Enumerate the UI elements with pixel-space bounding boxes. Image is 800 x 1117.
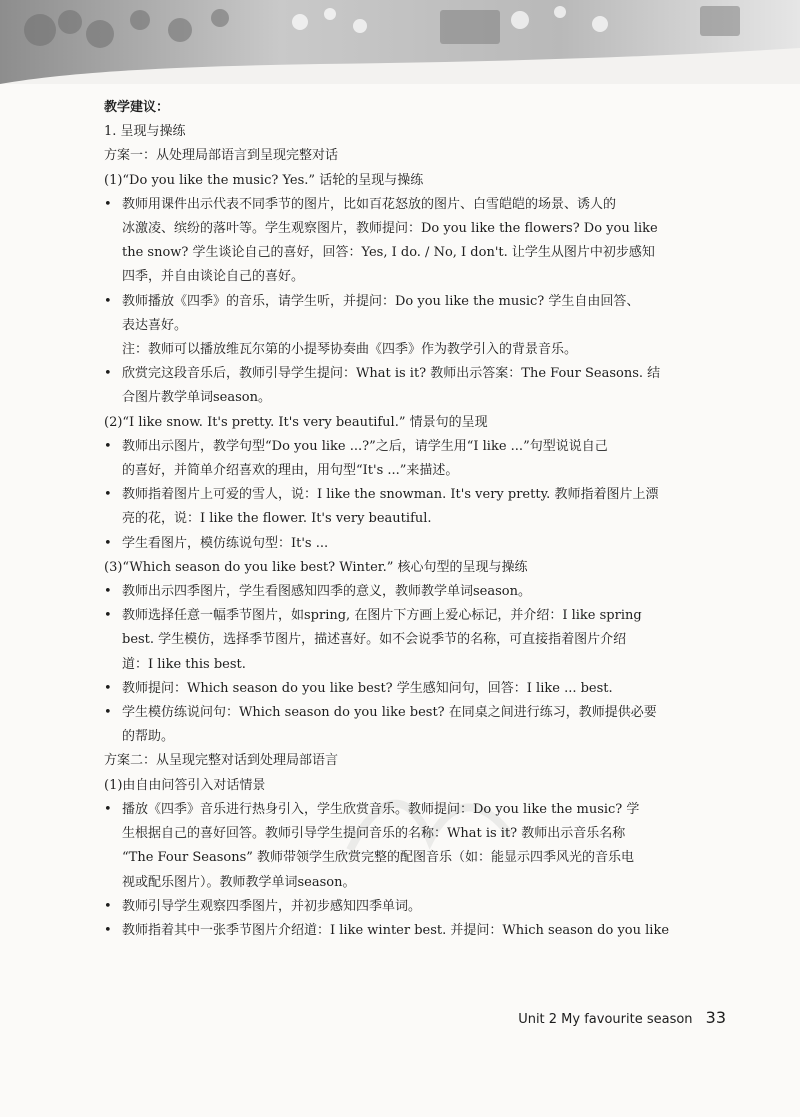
- header-banner: [0, 0, 800, 84]
- text-line: 1. 呈现与操练: [104, 124, 186, 140]
- bullet-item: • 教师提问：Which season do you like best? 学生感知问句，回答：I like ... best.: [104, 677, 720, 701]
- text-line: 方案一：从处理局部语言到呈现完整对话: [104, 148, 339, 164]
- bullet-item: • 教师出示图片，教学句型“Do you like ...?”之后，请学生用“I like ...”句型说说自己: [104, 435, 720, 459]
- text-line: 方案二：从呈现完整对话到处理局部语言: [104, 753, 339, 769]
- seasons-banner-illustration: [0, 0, 800, 84]
- continuation-line: 的帮助。: [122, 729, 175, 745]
- unit-title: Unit 2 My favourite season: [518, 1012, 693, 1027]
- continuation-line: 表达喜好。: [122, 317, 188, 333]
- section-heading: 教学建议：: [104, 100, 170, 115]
- bullet-item: • 教师播放《四季》的音乐，请学生听，并提问：Do you like the music? 学生自由回答、: [104, 290, 720, 314]
- continuation-line: 视或配乐图片）。教师教学单词season。: [122, 874, 356, 890]
- text-line: (3)“Which season do you like best? Winter.” 核心句型的呈现与操练: [104, 559, 528, 575]
- continuation-line: 生根据自己的喜好回答。教师引导学生提问音乐的名称：What is it? 教师出示音乐名称: [122, 826, 626, 842]
- bullet-item: • 播放《四季》音乐进行热身引入，学生欣赏音乐。教师提问：Do you like the music? 学: [104, 798, 720, 822]
- continuation-line: 注：教师可以播放维瓦尔第的小提琴协奏曲《四季》作为教学引入的背景音乐。: [122, 342, 578, 358]
- continuation-line: 四季，并自由谈论自己的喜好。: [122, 269, 305, 285]
- page-number: 33: [705, 1008, 726, 1027]
- continuation-line: 冰激凌、缤纷的落叶等。学生观察图片，教师提问：Do you like the flowers? Do you like: [122, 221, 658, 237]
- bullet-item: • 教师选择任意一幅季节图片，如spring, 在图片下方画上爱心标记，并介绍：I like spring: [104, 604, 720, 628]
- continuation-line: best. 学生模仿，选择季节图片，描述喜好。如不会说季节的名称，可直接指着图片介绍: [122, 632, 627, 648]
- continuation-line: 道：I like this best.: [122, 656, 246, 672]
- text-line: (1)由自由问答引入对话情景: [104, 777, 266, 793]
- continuation-line: the snow? 学生谈论自己的喜好，回答：Yes, I do. / No, I don't. 让学生从图片中初步感知: [122, 245, 655, 261]
- continuation-line: 的喜好，并简单介绍喜欢的理由，用句型“It's ...”来描述。: [122, 463, 459, 479]
- bullet-item: • 学生看图片，模仿练说句型：It's ...: [104, 532, 720, 556]
- bullet-item: • 教师指着其中一张季节图片介绍道：I like winter best. 并提问：Which season do you like: [104, 919, 720, 943]
- bullet-item: • 教师指着图片上可爱的雪人，说：I like the snowman. It's very pretty. 教师指着图片上漂: [104, 483, 720, 507]
- continuation-line: 合图片教学单词season。: [122, 390, 271, 406]
- page-content: [104, 96, 720, 943]
- bullet-item: • 教师用课件出示代表不同季节的图片，比如百花怒放的图片、白雪皑皑的场景、诱人的: [104, 193, 720, 217]
- text-line: (2)“I like snow. It's pretty. It's very beautiful.” 情景句的呈现: [104, 414, 488, 430]
- bullet-item: • 欣赏完这段音乐后，教师引导学生提问：What is it? 教师出示答案：The Four Seasons. 结: [104, 362, 720, 386]
- bullet-item: • 教师出示四季图片，学生看图感知四季的意义，教师教学单词season。: [104, 580, 720, 604]
- text-line: (1)“Do you like the music? Yes.” 话轮的呈现与操练: [104, 172, 424, 188]
- page-footer: [466, 1008, 726, 1027]
- continuation-line: 亮的花，说：I like the flower. It's very beautiful.: [122, 511, 432, 527]
- content-lines: [104, 120, 720, 943]
- bullet-item: • 教师引导学生观察四季图片，并初步感知四季单词。: [104, 895, 720, 919]
- bullet-item: • 学生模仿练说问句：Which season do you like best? 在同桌之间进行练习，教师提供必要: [104, 701, 720, 725]
- continuation-line: “The Four Seasons” 教师带领学生欣赏完整的配图音乐（如：能显示四季风光的音乐电: [122, 850, 635, 866]
